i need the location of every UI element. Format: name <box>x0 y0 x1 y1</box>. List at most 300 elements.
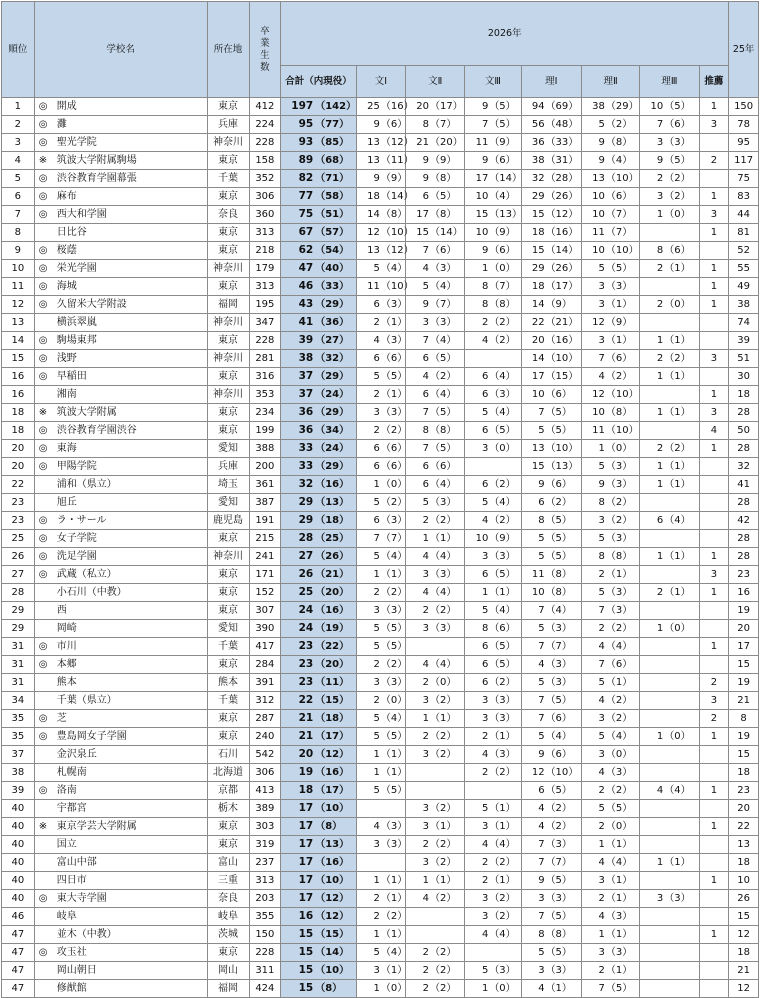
subject-value: 20 <box>416 100 429 112</box>
subject-value: 2 <box>422 676 429 688</box>
table-row <box>2 332 759 350</box>
total-value: 21 <box>298 730 314 742</box>
table-row <box>2 422 759 440</box>
subject-cell <box>521 728 581 746</box>
total-current-value: （71） <box>315 173 350 184</box>
subject-current-value: （3） <box>489 712 516 724</box>
subject-cell <box>356 746 408 764</box>
prev-year-cell: 95 <box>729 134 759 152</box>
school-cell <box>34 512 207 530</box>
total-value: 15 <box>298 982 314 994</box>
subject-current-value: （3） <box>545 622 572 634</box>
subject-value: 11 <box>531 568 545 580</box>
prev-year-cell: 51 <box>729 350 759 368</box>
subject-current-value: （20） <box>430 136 463 148</box>
subject-current-value: （2） <box>489 766 516 778</box>
ranking-table-wrapper <box>1 1 759 998</box>
subject-cell <box>640 278 699 296</box>
location-cell: 栃木 <box>207 800 249 818</box>
subject-current-value: （1） <box>489 820 516 832</box>
subject-cell <box>640 656 699 674</box>
subject-value: 3 <box>481 892 489 904</box>
total-current-value: （68） <box>315 155 350 166</box>
prev-year-cell: 10 <box>729 872 759 890</box>
subject-current-value: （4） <box>380 262 408 274</box>
total-current-value: （10） <box>315 965 350 976</box>
total-cell <box>281 548 357 566</box>
subject-value: 4 <box>598 370 605 382</box>
subject-value: 20 <box>531 334 545 346</box>
header-subject: 文Ⅱ <box>406 66 465 98</box>
subject-current-value: （2） <box>545 820 572 832</box>
subject-cell <box>356 422 408 440</box>
rank-cell: 16 <box>2 386 35 404</box>
recommend-cell <box>699 530 729 548</box>
graduates-cell: 203 <box>249 890 281 908</box>
total-current-value: （32） <box>315 353 350 364</box>
subject-cell <box>581 170 639 188</box>
subject-value: 1 <box>373 982 380 994</box>
rank-cell: 26 <box>2 548 35 566</box>
total-current-value: （13） <box>315 497 350 508</box>
subject-value: 6 <box>481 370 489 382</box>
graduates-cell: 389 <box>249 800 281 818</box>
total-value: 75 <box>298 208 314 220</box>
prev-year-cell: 15 <box>729 746 759 764</box>
subject-cell <box>521 350 581 368</box>
subject-value: 7 <box>422 406 429 418</box>
school-name: 豊島岡女子学園 <box>56 730 127 742</box>
school-mark: ◎ <box>38 280 48 292</box>
total-value: 77 <box>298 190 314 202</box>
graduates-cell: 284 <box>249 656 281 674</box>
subject-value: 1 <box>422 874 429 886</box>
subject-cell <box>465 440 521 458</box>
recommend-cell: 1 <box>699 926 729 944</box>
subject-current-value: （1） <box>605 874 633 886</box>
subject-value: 3 <box>422 316 429 328</box>
recommend-cell <box>699 746 729 764</box>
table-row <box>2 116 759 134</box>
graduates-cell: 387 <box>249 494 281 512</box>
subject-current-value: （2） <box>489 514 516 526</box>
subject-cell <box>581 746 639 764</box>
subject-cell <box>581 368 639 386</box>
subject-cell <box>356 116 408 134</box>
subject-value: 10 <box>650 100 664 112</box>
location-cell: 千葉 <box>207 638 249 656</box>
prev-year-cell: 12 <box>729 926 759 944</box>
subject-value: 8 <box>481 622 489 634</box>
subject-value: 38 <box>592 100 605 112</box>
total-value: 17 <box>298 802 314 814</box>
subject-cell <box>356 440 408 458</box>
graduates-cell: 281 <box>249 350 281 368</box>
subject-cell <box>521 674 581 692</box>
subject-cell <box>465 566 521 584</box>
table-header <box>2 2 759 98</box>
total-value: 17 <box>298 838 314 850</box>
subject-current-value: （0） <box>489 982 516 994</box>
subject-value: 2 <box>481 316 489 328</box>
subject-value: 4 <box>422 550 429 562</box>
header-rank: 順位 <box>2 2 35 98</box>
subject-cell <box>581 440 639 458</box>
graduates-cell: 237 <box>249 854 281 872</box>
prev-year-cell: 28 <box>729 404 759 422</box>
subject-cell <box>356 134 414 152</box>
graduates-cell: 179 <box>249 260 281 278</box>
subject-current-value: （10） <box>380 280 414 292</box>
school-cell <box>34 404 207 422</box>
subject-value: 5 <box>538 676 545 688</box>
prev-year-cell: 49 <box>729 278 759 296</box>
subject-cell <box>406 314 465 332</box>
total-value: 15 <box>298 928 314 940</box>
subject-cell <box>406 800 465 818</box>
subject-value: 2 <box>598 784 605 796</box>
subject-value: 3 <box>481 712 489 724</box>
subject-cell <box>406 908 465 926</box>
rank-cell: 37 <box>2 746 35 764</box>
subject-cell <box>356 728 408 746</box>
subject-cell <box>521 170 581 188</box>
subject-current-value: （2） <box>664 190 691 202</box>
subject-value: 10 <box>592 244 605 256</box>
total-cell <box>281 332 357 350</box>
subject-value: 11 <box>475 136 489 148</box>
rank-cell: 1 <box>2 98 35 116</box>
total-current-value: （16） <box>315 605 350 616</box>
table-row <box>2 98 759 116</box>
total-cell <box>281 872 357 890</box>
subject-value: 5 <box>538 532 545 544</box>
total-value: 89 <box>298 154 314 166</box>
subject-current-value: （1） <box>430 532 457 544</box>
subject-cell <box>521 188 581 206</box>
subject-current-value: （2） <box>430 694 457 706</box>
subject-value: 12 <box>592 316 605 328</box>
subject-value: 17 <box>475 172 489 184</box>
total-value: 19 <box>298 766 314 778</box>
subject-cell <box>356 170 408 188</box>
subject-current-value: （8） <box>489 298 516 310</box>
subject-current-value: （1） <box>605 928 633 940</box>
school-mark: ◎ <box>38 118 48 130</box>
subject-cell <box>406 476 465 494</box>
school-mark: ◎ <box>38 712 48 724</box>
subject-value: 7 <box>598 982 605 994</box>
subject-cell <box>521 566 581 584</box>
graduates-cell: 150 <box>249 926 281 944</box>
total-cell <box>281 422 357 440</box>
school-cell <box>34 800 207 818</box>
subject-current-value: （1） <box>489 802 516 814</box>
subject-current-value: （5） <box>430 190 457 202</box>
subject-current-value: （4） <box>380 946 408 958</box>
subject-value: 5 <box>422 496 429 508</box>
subject-value: 18 <box>531 226 545 238</box>
school-cell <box>34 818 207 836</box>
subject-cell <box>465 728 521 746</box>
rank-cell: 3 <box>2 134 35 152</box>
subject-value: 4 <box>373 820 380 832</box>
subject-cell <box>465 944 521 962</box>
subject-value: 18 <box>531 280 545 292</box>
subject-cell <box>406 332 465 350</box>
subject-current-value: （16） <box>380 100 414 112</box>
subject-value: 5 <box>481 604 489 616</box>
subject-value: 2 <box>481 874 489 886</box>
subject-current-value: （6） <box>380 442 408 454</box>
location-cell: 東京 <box>207 710 249 728</box>
subject-current-value: （6） <box>605 190 633 202</box>
table-row <box>2 908 759 926</box>
subject-cell <box>521 836 581 854</box>
total-value: 36 <box>298 406 314 418</box>
graduates-cell: 313 <box>249 872 281 890</box>
subject-current-value: （12） <box>380 136 414 148</box>
total-value: 22 <box>298 694 314 706</box>
rank-cell: 29 <box>2 620 35 638</box>
subject-value: 4 <box>481 928 489 940</box>
subject-cell <box>356 476 408 494</box>
school-name: 渋谷教育学園幕張 <box>56 172 137 184</box>
subject-current-value: （6） <box>545 712 572 724</box>
subject-current-value: （5） <box>430 352 457 364</box>
subject-cell <box>356 584 408 602</box>
recommend-cell: 3 <box>699 404 729 422</box>
subject-value: 13 <box>367 244 380 256</box>
subject-value: 12 <box>367 226 380 238</box>
table-row <box>2 458 759 476</box>
subject-cell <box>406 638 465 656</box>
subject-cell <box>581 926 639 944</box>
location-cell: 東京 <box>207 422 249 440</box>
subject-current-value: （5） <box>545 514 572 526</box>
subject-value: 5 <box>598 460 605 472</box>
graduates-cell: 319 <box>249 836 281 854</box>
recommend-cell <box>699 494 729 512</box>
subject-current-value: （1） <box>380 964 408 976</box>
subject-current-value: （7） <box>545 856 572 868</box>
subject-value: 2 <box>598 622 605 634</box>
table-row <box>2 818 759 836</box>
prev-year-cell: 28 <box>729 440 759 458</box>
total-value: 18 <box>298 784 314 796</box>
total-cell <box>281 602 357 620</box>
subject-cell <box>640 296 699 314</box>
school-cell <box>34 134 207 152</box>
school-mark: ◎ <box>38 334 48 346</box>
rank-cell: 22 <box>2 476 35 494</box>
prev-year-cell: 18 <box>729 944 759 962</box>
subject-current-value: （17） <box>545 280 579 292</box>
subject-cell <box>640 152 699 170</box>
subject-current-value: （8） <box>430 424 457 436</box>
subject-cell <box>356 368 408 386</box>
recommend-cell <box>699 656 729 674</box>
school-cell <box>34 962 207 980</box>
subject-value: 5 <box>373 496 380 508</box>
school-name: 並木（中教） <box>56 928 117 940</box>
subject-cell <box>356 638 408 656</box>
school-mark: ◎ <box>38 262 48 274</box>
subject-cell <box>521 602 581 620</box>
table-row <box>2 368 759 386</box>
prev-year-cell: 28 <box>729 494 759 512</box>
subject-cell <box>521 638 581 656</box>
table-row <box>2 530 759 548</box>
subject-current-value: （2） <box>380 424 408 436</box>
total-cell <box>281 782 357 800</box>
table-row <box>2 314 759 332</box>
subject-cell <box>521 476 581 494</box>
subject-value: 29 <box>531 190 545 202</box>
subject-cell <box>640 692 699 710</box>
total-value: 15 <box>298 946 314 958</box>
subject-current-value: （4） <box>430 478 457 490</box>
subject-cell <box>640 242 699 260</box>
subject-cell <box>406 962 465 980</box>
total-current-value: （11） <box>315 677 350 688</box>
header-recommend: 推薦 <box>699 66 729 98</box>
subject-cell <box>406 116 465 134</box>
table-row <box>2 548 759 566</box>
subject-cell <box>640 386 699 404</box>
subject-cell <box>356 962 408 980</box>
recommend-cell: 1 <box>699 584 729 602</box>
total-cell <box>281 926 357 944</box>
total-cell <box>281 656 357 674</box>
subject-cell <box>465 296 521 314</box>
location-cell: 神奈川 <box>207 314 249 332</box>
subject-current-value: （10） <box>545 766 579 778</box>
subject-value: 1 <box>656 622 664 634</box>
total-current-value: （13） <box>315 839 350 850</box>
subject-value: 3 <box>538 964 545 976</box>
total-current-value: （12） <box>315 911 350 922</box>
table-row <box>2 206 759 224</box>
rank-cell: 18 <box>2 422 35 440</box>
location-cell: 奈良 <box>207 206 249 224</box>
total-current-value: （21） <box>315 569 350 580</box>
subject-cell <box>356 278 414 296</box>
subject-cell <box>356 386 408 404</box>
subject-cell <box>640 260 699 278</box>
subject-cell <box>465 548 521 566</box>
subject-value: 6 <box>538 784 545 796</box>
subject-current-value: （10） <box>380 226 414 238</box>
school-name: 麻布 <box>56 190 77 202</box>
total-value: 95 <box>298 118 314 130</box>
subject-cell <box>406 134 465 152</box>
graduates-cell: 303 <box>249 818 281 836</box>
total-current-value: （33） <box>315 281 350 292</box>
subject-cell <box>356 566 408 584</box>
graduates-cell: 390 <box>249 620 281 638</box>
table-row <box>2 278 759 296</box>
recommend-cell: 3 <box>699 566 729 584</box>
total-cell <box>281 944 357 962</box>
subject-cell <box>640 476 699 494</box>
total-value: 24 <box>298 622 314 634</box>
rank-cell: 4 <box>2 152 35 170</box>
total-current-value: （18） <box>315 713 350 724</box>
graduates-cell: 417 <box>249 638 281 656</box>
table-row <box>2 512 759 530</box>
subject-cell <box>356 692 408 710</box>
subject-value: 5 <box>373 370 380 382</box>
subject-value: 3 <box>598 280 605 292</box>
subject-cell <box>640 134 699 152</box>
subject-value: 5 <box>598 676 605 688</box>
subject-current-value: （10） <box>605 172 639 184</box>
subject-current-value: （1） <box>664 370 691 382</box>
prev-year-cell: 28 <box>729 530 759 548</box>
subject-cell <box>465 602 521 620</box>
subject-cell <box>640 206 699 224</box>
subject-cell <box>581 296 639 314</box>
subject-current-value: （9） <box>489 226 516 238</box>
subject-current-value: （2） <box>430 370 457 382</box>
subject-cell <box>406 242 465 260</box>
total-value: 23 <box>298 640 314 652</box>
subject-value: 9 <box>656 154 664 166</box>
subject-cell <box>356 854 405 872</box>
subject-current-value: （2） <box>664 172 691 184</box>
subject-cell <box>465 350 521 368</box>
school-cell <box>34 710 207 728</box>
total-cell <box>281 116 357 134</box>
subject-value: 4 <box>538 802 545 814</box>
subject-cell <box>356 890 408 908</box>
subject-current-value: （3） <box>380 298 408 310</box>
subject-cell <box>581 944 639 962</box>
subject-value: 56 <box>531 118 545 130</box>
subject-value: 8 <box>598 496 605 508</box>
recommend-cell: 1 <box>699 728 729 746</box>
subject-value: 5 <box>373 622 380 634</box>
graduates-cell: 234 <box>249 404 281 422</box>
rank-cell: 27 <box>2 566 35 584</box>
subject-value: 13 <box>367 154 380 166</box>
total-current-value: （16） <box>315 857 350 868</box>
rank-cell: 7 <box>2 206 35 224</box>
subject-current-value: （14） <box>380 190 414 202</box>
school-cell <box>34 548 207 566</box>
prev-year-cell: 38 <box>729 296 759 314</box>
total-value: 20 <box>298 748 314 760</box>
subject-cell <box>465 404 521 422</box>
subject-cell <box>356 908 408 926</box>
subject-value: 5 <box>598 730 605 742</box>
subject-value: 6 <box>373 460 380 472</box>
table-row <box>2 584 759 602</box>
recommend-cell: 2 <box>699 674 729 692</box>
table-row <box>2 620 759 638</box>
school-mark: ◎ <box>38 946 48 958</box>
subject-cell <box>521 512 581 530</box>
subject-current-value: （2） <box>545 802 572 814</box>
subject-current-value: （14） <box>545 244 579 256</box>
subject-current-value: （2） <box>664 442 691 454</box>
location-cell: 東京 <box>207 98 249 116</box>
subject-cell <box>640 566 699 584</box>
total-cell <box>281 620 357 638</box>
subject-value: 2 <box>422 946 429 958</box>
school-name: 熊本 <box>56 676 77 688</box>
